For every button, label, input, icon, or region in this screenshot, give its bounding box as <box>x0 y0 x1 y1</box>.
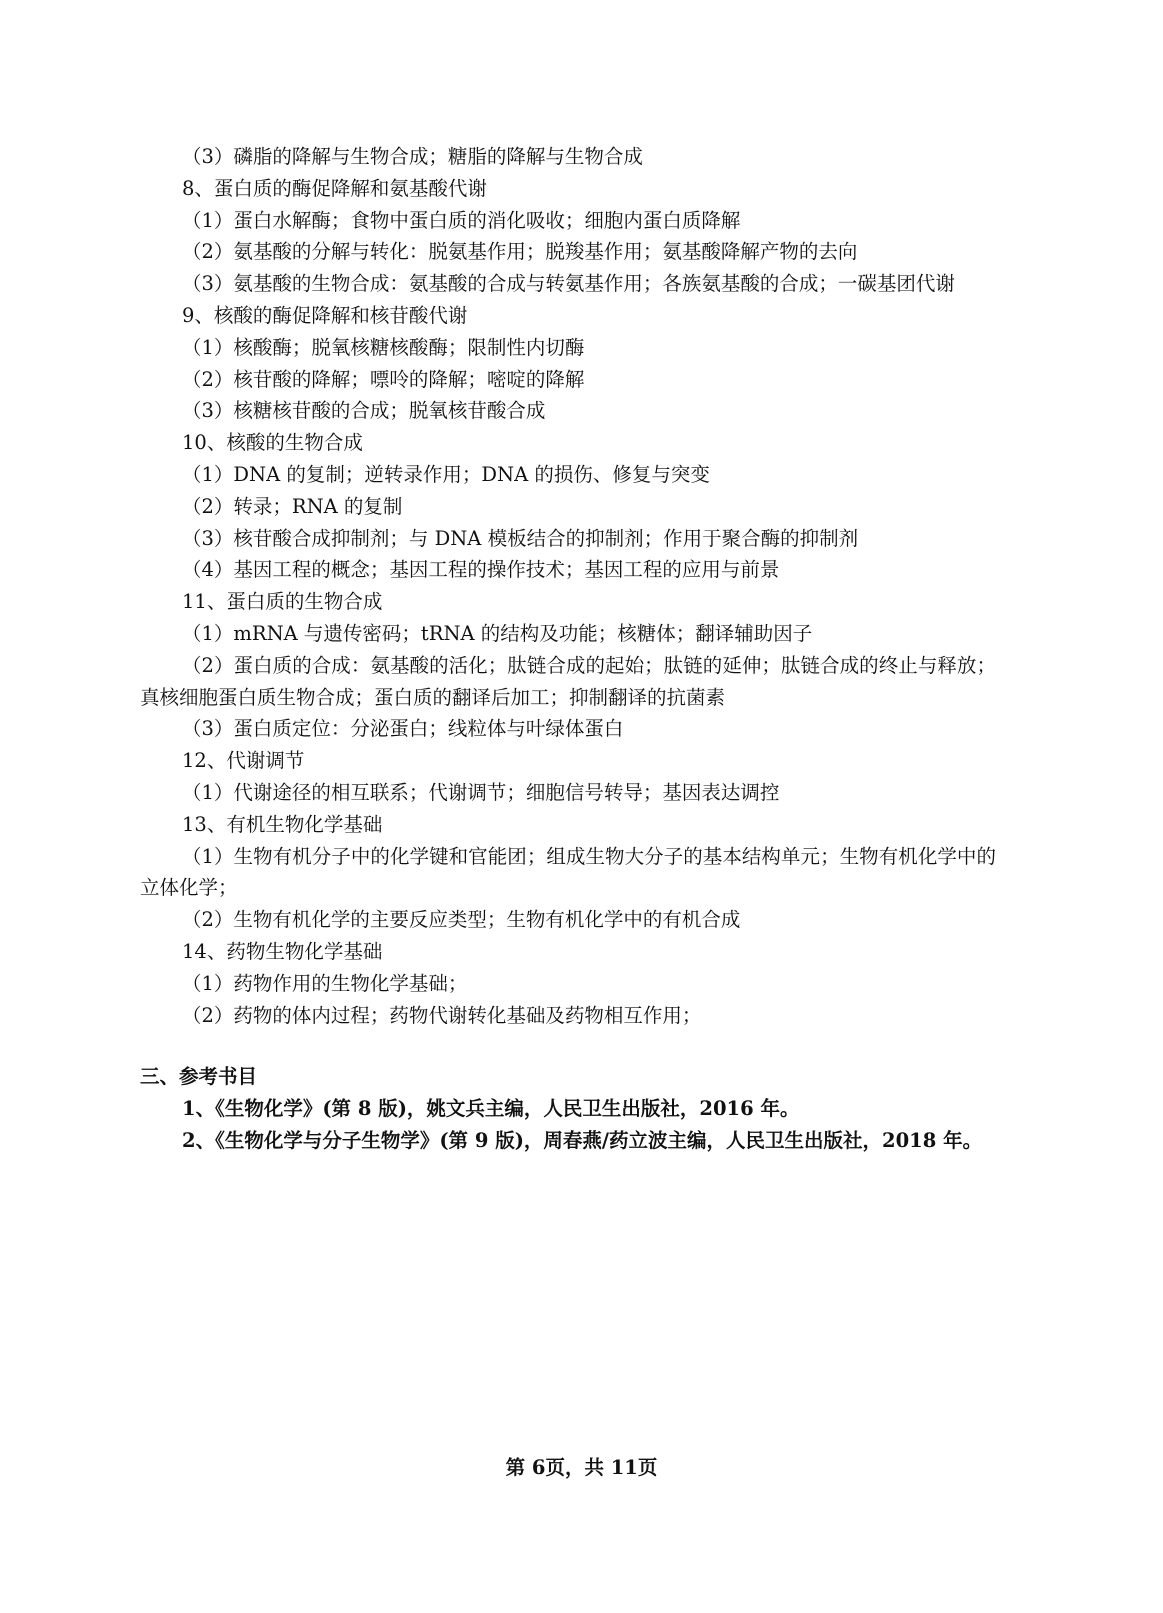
topic-item: （3）磷脂的降解与生物合成；糖脂的降解与生物合成 <box>182 145 643 168</box>
topic-item: （2）药物的体内过程；药物代谢转化基础及药物相互作用； <box>182 1003 702 1027</box>
topic-item: （1）生物有机分子中的化学键和官能团；组成生物大分子的基本结构单元；生物有机化学中的立体化学； <box>140 844 996 900</box>
topic-item: （4）基因工程的概念；基因工程的操作技术；基因工程的应用与前景 <box>182 558 780 582</box>
topic-item: （1）蛋白水解酶；食物中蛋白质的消化吸收；细胞内蛋白质降解 <box>182 208 741 232</box>
topic-item: （2）氨基酸的分解与转化：脱氨基作用；脱羧基作用；氨基酸降解产物的去向 <box>182 240 858 264</box>
reference-item: 1、《生物化学》(第 8 版)，姚文兵主编，人民卫生出版社，2016 年。 <box>182 1097 800 1121</box>
topic-item: （2）蛋白质的合成：氨基酸的活化；肽链合成的起始；肽链的延伸；肽链合成的终止与释放；真核细胞蛋白质生物合成；蛋白质的翻译后加工；抑制翻译的抗菌素 <box>140 653 996 709</box>
topic-item: （2）核苷酸的降解；嘌呤的降解；嘧啶的降解 <box>182 367 585 391</box>
topic-item: （1）mRNA 与遗传密码；tRNA 的结构及功能；核糖体；翻译辅助因子 <box>182 621 813 645</box>
topic-item: （3）核苷酸合成抑制剂；与 DNA 模板结合的抑制剂；作用于聚合酶的抑制剂 <box>182 526 859 550</box>
topic-item: （3）氨基酸的生物合成：氨基酸的合成与转氨基作用；各族氨基酸的合成；一碳基团代谢 <box>182 272 955 296</box>
topic-item: （1）药物作用的生物化学基础； <box>182 971 468 995</box>
chapter-heading: 13、有机生物化学基础 <box>182 812 383 836</box>
chapter-heading: 10、核酸的生物合成 <box>182 431 363 455</box>
reference-list <box>140 1093 996 1157</box>
chapter-heading: 8、蛋白质的酶促降解和氨基酸代谢 <box>182 176 487 200</box>
chapter-heading: 14、药物生物化学基础 <box>182 939 383 963</box>
page-content <box>140 141 996 1157</box>
topic-item: （1）代谢途径的相互联系；代谢调节；细胞信号转导；基因表达调控 <box>182 780 780 804</box>
topic-item: （3）核糖核苷酸的合成；脱氧核苷酸合成 <box>182 399 546 423</box>
section-heading: 三、参考书目 <box>140 1065 258 1089</box>
topic-item: （2）生物有机化学的主要反应类型；生物有机化学中的有机合成 <box>182 908 741 932</box>
topic-item: （3）蛋白质定位：分泌蛋白；线粒体与叶绿体蛋白 <box>182 717 624 741</box>
page-number: 第 6页，共 11页 <box>505 1456 658 1479</box>
syllabus-list <box>140 141 996 1031</box>
chapter-heading: 9、核酸的酶促降解和核苷酸代谢 <box>182 303 468 327</box>
chapter-heading: 11、蛋白质的生物合成 <box>182 590 383 614</box>
topic-item: （1）核酸酶；脱氧核糖核酸酶；限制性内切酶 <box>182 335 585 359</box>
chapter-heading: 12、代谢调节 <box>182 749 305 773</box>
topic-item: （2）转录；RNA 的复制 <box>182 494 403 518</box>
reference-item: 2、《生物化学与分子生物学》(第 9 版)，周春燕/药立波主编，人民卫生出版社，2018 年。 <box>182 1128 983 1152</box>
topic-item: （1）DNA 的复制；逆转录作用；DNA 的损伤、修复与突变 <box>182 462 710 486</box>
